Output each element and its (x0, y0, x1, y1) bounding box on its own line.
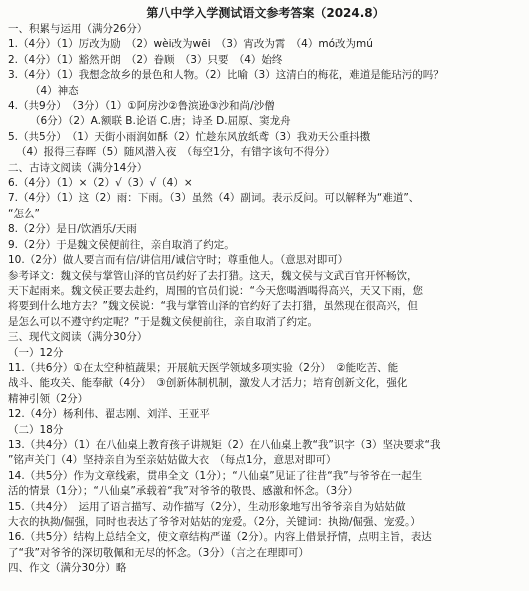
answer-line: 4.（共9分） （3分）（1）①阿房沙②鲁滨逊③沙和尚/沙僧 (8, 100, 275, 113)
answer-line: 大衣的执拗/倔强，同时也表达了爷爷对姑姑的宠爱。（2分，关键词：执拗/倔强、宠爱。） (8, 516, 421, 528)
section-heading: 三、现代文阅读（满分30分） (8, 331, 148, 344)
answer-line: 5.（共5分） （1）天街小雨润如酥（2）忙趁东风放纸鸢（3）我劝天公重抖擞 (8, 130, 371, 143)
document-title: 第八中学入学测试语文参考答案（2024.8） (146, 6, 385, 20)
answer-line: （4）神态 (30, 84, 79, 97)
answer-line: “怎么” (8, 207, 40, 220)
answer-line: 了“我”对爷爷的深切敬佩和无尽的怀念。（3分）（言之在理即可） (8, 546, 310, 559)
answer-line: 6.（4分）（1）×（2）√（3）√（4）× (8, 177, 193, 190)
answer-line: 9.（2分）于是魏文侯便前往，亲自取消了约定。 (8, 238, 235, 251)
answer-line: ”铭声关门（4）坚持亲自为至亲姑姑做大衣 （每点1分，意思对即可） (8, 454, 337, 467)
answer-line: 16.（共5分）结构上总结全文，使文章结构严谨（2分）。内容上借景抒情，点明主旨，表达 (8, 531, 432, 544)
answer-line: 12.（4分）杨利伟、翟志刚、刘洋、王亚平 (8, 408, 210, 421)
answer-line: （6分）（2）A.额联 B.论语 C.唐；诗圣 D.屈原、窦龙舟 (30, 115, 291, 128)
translation-line: 天下起雨来。魏文侯正要去赴约，周围的官员们说：“今天您喝酒喝得高兴，天又下雨，您 (8, 284, 423, 297)
answer-line: 11.（共6分）①在太空种植蔬果；开展航天医学领域多项实验（2分） ②能吃苦、能 (8, 361, 399, 374)
answer-line: 活的情景（1分）；“八仙桌”承载着“我”对爷爷的敬畏、感激和怀念。（3分） (8, 485, 359, 498)
answer-line: 战斗、能攻关、能奉献（4分） ③创新体制机制，激发人才活力；培育创新文化，强化 (8, 377, 408, 390)
answer-line: （4）报得三春晖（5）随风潜入夜 （每空1分，有错字该句不得分） (16, 146, 336, 159)
answer-line: 8.（2分）是日/饮酒乐/天雨 (8, 223, 137, 236)
answer-line: 7.（4分）（1）这（2）雨：下雨。（3）虽然（4）副词。表示反问。可以解释为“难道”、 (8, 192, 420, 205)
answer-line: 15.（共4分） 运用了语言描写、动作描写（2分），生动形象地写出爷爷亲自为姑姑做 (8, 500, 406, 513)
answer-line: 13.（共4分）（1）在八仙桌上教育孩子讲规矩（2）在八仙桌上教“我”识字（3）坚决要求“我 (8, 438, 441, 451)
section-heading: 一、积累与运用（满分26分） (8, 23, 148, 35)
answer-line: 精神引领（2分） (8, 392, 89, 405)
answer-line: 10.（2分）做人要言而有信/讲信用/诚信守时；尊重他人。（意思对即可） (8, 254, 349, 267)
answer-line: 2.（4分）（1）豁然开朗 （2）眷顾 （3）只要 （4）始终 (8, 53, 283, 66)
subsection-heading: （二）18分 (8, 423, 64, 436)
answer-line: 3.（4分）（1）我想念故乡的景色和人物。（2）比喻（3）这清白的梅花，难道是能玷污的吗？ (8, 69, 444, 82)
translation-line: 将要到什么地方去？”魏文侯说：“我与掌管山泽的官约好了去打猎，虽然现在很高兴，但 (8, 300, 418, 313)
translation-line: 是怎么可以不遵守约定呢？”于是魏文侯便前往，亲自取消了约定。 (8, 315, 318, 328)
translation-line: 参考译文：魏文侯与掌管山泽的官员约好了去打猎。这天，魏文侯与文武百官开怀畅饮， (8, 269, 418, 282)
answer-line: 1.（4分）（1）厉改为励 （2）wèi改为wēi （3）宵改为霄 （4）mó改为mú (8, 38, 373, 51)
section-heading: 二、古诗文阅读（满分14分） (8, 161, 148, 174)
answer-line: 14.（共5分）作为文章线索，贯串全文（1分）；“八仙桌”见证了往昔“我”与爷爷在一起生 (8, 469, 423, 482)
subsection-heading: （一）12分 (8, 346, 64, 359)
section-heading: 四、作文（满分30分）略 (8, 562, 127, 575)
